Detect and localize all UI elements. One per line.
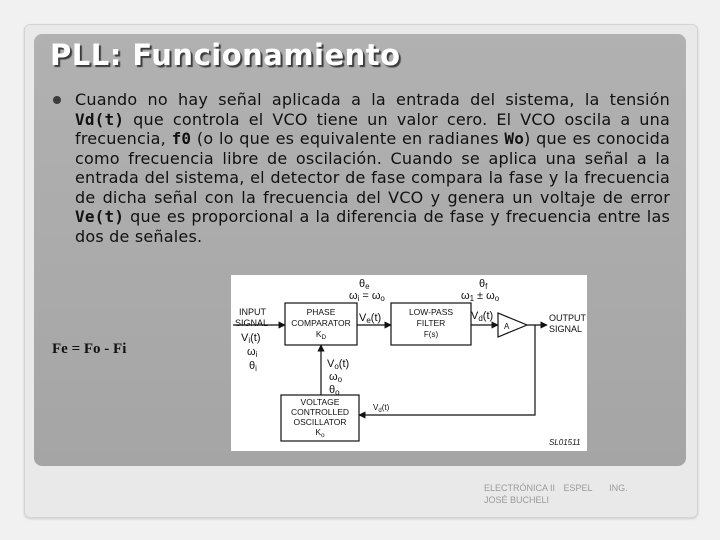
svg-text:ωi: ωi: [247, 346, 258, 359]
svg-text:CONTROLLED: CONTROLLED: [290, 407, 350, 417]
svg-text:ω1±ωo: ω1 ± ωo: [461, 290, 500, 303]
svg-text:Ko: $K_o$: [315, 427, 325, 439]
svg-text:Vd(t): Vd(t): [471, 310, 494, 323]
bold-term: Wo: [504, 129, 525, 148]
svg-text:θf: θf: [479, 278, 488, 291]
footer-title: ING.: [609, 483, 628, 493]
bullet-icon: [53, 96, 61, 104]
svg-text:SIGNAL: SIGNAL: [549, 324, 583, 334]
svg-text:KD: $K_D$: [315, 329, 327, 341]
footer-institution: ESPEL: [563, 483, 593, 493]
footer-course: ELECTRÓNICA II: [484, 483, 556, 493]
bullet-text-part: Cuando no hay señal aplicada a la entrada del sistema, la tensión: [75, 90, 670, 109]
amplifier-triangle: [498, 313, 527, 337]
svg-text:ωi=ωo: ωi = ωo: [349, 290, 385, 303]
svg-text:Vd(t): $V_d(t)$: [373, 403, 390, 414]
feedback-line: [359, 325, 535, 415]
svg-text:θo: θo: [329, 384, 340, 397]
footer: [484, 482, 664, 506]
svg-text:θi: θi: [249, 360, 257, 373]
bullet-text-part: (o lo que es equivalente en radianes: [191, 129, 505, 148]
bullet-text-part: que es proporcional a la diferencia de fase y frecuencia entre las dos de señales.: [75, 207, 670, 246]
bullet-text-part: ) que es conocida como frecuencia libre de oscilación. Cuando se aplica una señal a la entrada del sistema, el detector de fase compara la fase y la frecuencia de dicha señal con la frecuencia del VCO y genera un voltaje de error: [75, 129, 670, 207]
svg-text:Ve(t): Ve(t): [359, 312, 382, 325]
svg-text:Vi(t): Vi(t): [241, 332, 261, 345]
footer-line-1: [484, 482, 664, 494]
svg-text:Vo(t): Vo(t): [327, 358, 350, 371]
svg-text:INPUT: INPUT: [239, 307, 266, 317]
svg-text:OSCILLATOR: OSCILLATOR: [293, 417, 347, 427]
svg-text:θe: θe: [359, 278, 370, 291]
bold-term: f0: [171, 129, 192, 148]
pll-diagram-svg: [231, 275, 587, 451]
footer-author: JOSÉ BUCHELI: [484, 495, 550, 505]
svg-text:OUTPUT: OUTPUT: [549, 313, 586, 323]
svg-text:LOW-PASS: LOW-PASS: [408, 307, 454, 317]
bold-term: Vd(t): [75, 109, 125, 129]
svg-text:VOLTAGE: VOLTAGE: [300, 397, 340, 407]
svg-text:SL01511: SL01511: [549, 438, 581, 447]
bullet-text-part: que controla el VCO tiene un valor cero. El VCO oscila a una frecuencia,: [75, 109, 670, 148]
bold-term: Ve(t): [75, 207, 125, 226]
svg-text:SIGNAL: SIGNAL: [235, 318, 269, 328]
svg-text:ωo: ωo: [329, 371, 343, 384]
svg-text:FILTER: FILTER: [416, 318, 446, 328]
svg-text:F(s): F(s): [423, 330, 439, 339]
svg-text:A: A: [504, 322, 510, 331]
svg-text:PHASE: PHASE: [306, 307, 336, 317]
bullet-text: [75, 90, 670, 246]
slide-title: PLL: Funcionamiento: [50, 38, 401, 72]
svg-text:COMPARATOR: COMPARATOR: [291, 318, 351, 328]
formula-text: Fe = Fo - Fi: [52, 341, 127, 357]
pll-block-diagram: [231, 275, 587, 451]
